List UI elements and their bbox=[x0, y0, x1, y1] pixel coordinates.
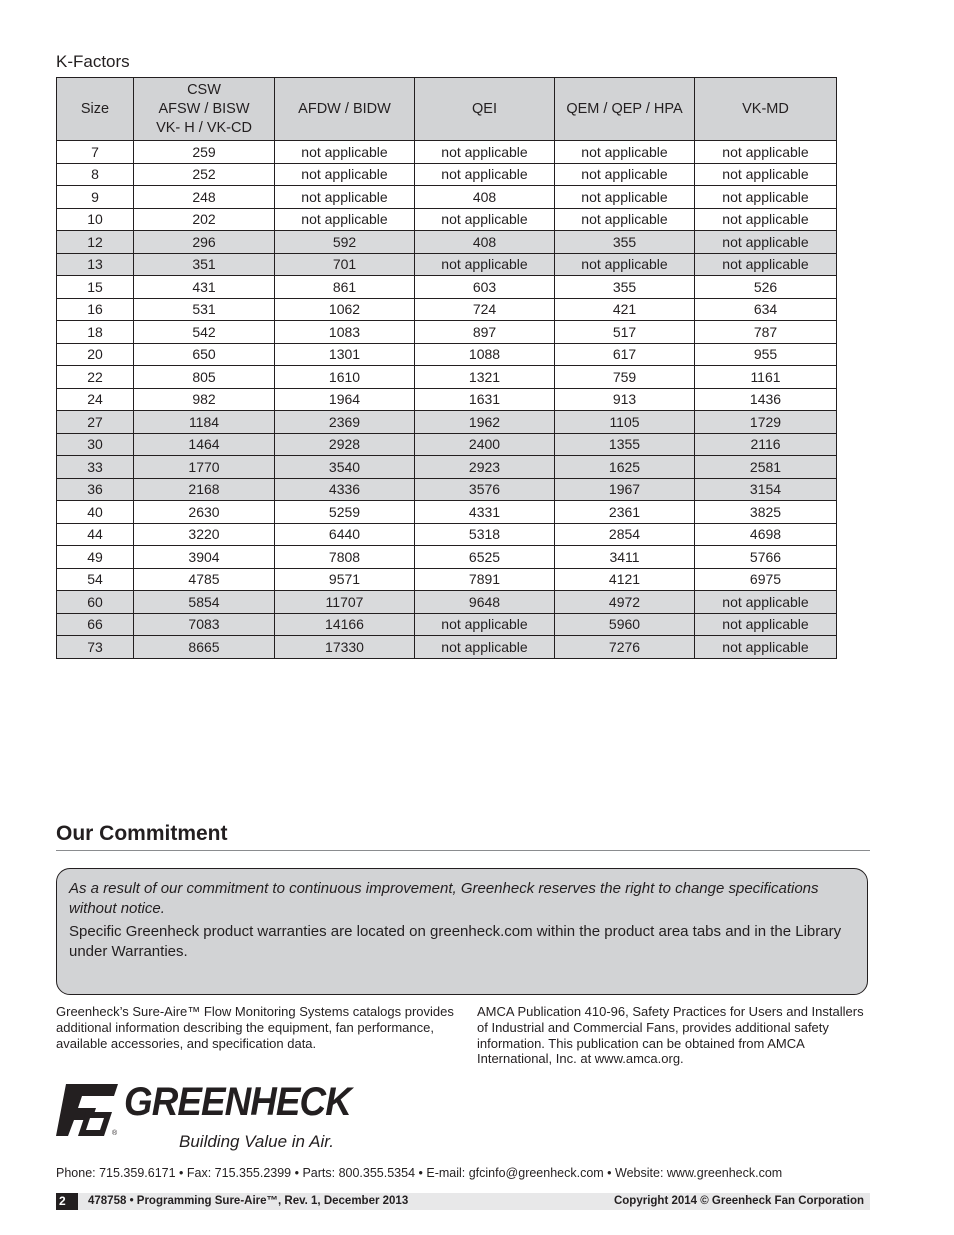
table-row bbox=[57, 186, 837, 209]
cell-qei: 2400 bbox=[415, 433, 555, 456]
cell-qei: not applicable bbox=[415, 141, 555, 164]
cell-csw: 252 bbox=[134, 163, 275, 186]
table-row bbox=[57, 613, 837, 636]
kfactors-header-row bbox=[57, 78, 837, 141]
cell-qei: 603 bbox=[415, 276, 555, 299]
header-qei: QEI bbox=[415, 78, 555, 141]
table-row bbox=[57, 478, 837, 501]
commitment-warranty: Specific Greenheck product warranties are located on greenheck.com within the product area tabs and in the Library under Warranties. bbox=[69, 923, 842, 960]
cell-vkmd: 1161 bbox=[695, 366, 837, 389]
cell-qem: not applicable bbox=[555, 141, 695, 164]
cell-qem: not applicable bbox=[555, 253, 695, 276]
cell-afdw: 6440 bbox=[275, 523, 415, 546]
cell-csw: 1184 bbox=[134, 411, 275, 434]
cell-qei: 897 bbox=[415, 321, 555, 344]
cell-size: 22 bbox=[57, 366, 134, 389]
cell-size: 60 bbox=[57, 591, 134, 614]
cell-csw: 8665 bbox=[134, 636, 275, 659]
cell-csw: 3220 bbox=[134, 523, 275, 546]
table-row bbox=[57, 208, 837, 231]
cell-csw: 296 bbox=[134, 231, 275, 254]
logo-tagline: Building Value in Air. bbox=[179, 1132, 334, 1151]
header-qem: QEM / QEP / HPA bbox=[555, 78, 695, 141]
cell-vkmd: 6975 bbox=[695, 568, 837, 591]
cell-qei: 4331 bbox=[415, 501, 555, 524]
cell-afdw: 1964 bbox=[275, 388, 415, 411]
cell-vkmd: 526 bbox=[695, 276, 837, 299]
cell-afdw: 5259 bbox=[275, 501, 415, 524]
cell-qei: 408 bbox=[415, 231, 555, 254]
cell-csw: 431 bbox=[134, 276, 275, 299]
table-row bbox=[57, 523, 837, 546]
table-row bbox=[57, 501, 837, 524]
cell-qei: 2923 bbox=[415, 456, 555, 479]
table-row bbox=[57, 591, 837, 614]
cell-csw: 4785 bbox=[134, 568, 275, 591]
cell-size: 27 bbox=[57, 411, 134, 434]
cell-qem: 2854 bbox=[555, 523, 695, 546]
cell-afdw: 861 bbox=[275, 276, 415, 299]
document-reference: 478758 • Programming Sure-Aire™, Rev. 1, December 2013 bbox=[88, 1195, 409, 1207]
cell-qei: 408 bbox=[415, 186, 555, 209]
cell-csw: 1464 bbox=[134, 433, 275, 456]
cell-csw: 248 bbox=[134, 186, 275, 209]
cell-vkmd: not applicable bbox=[695, 636, 837, 659]
cell-size: 20 bbox=[57, 343, 134, 366]
catalog-info: Greenheck’s Sure-Aire™ Flow Monitoring Systems catalogs provides additional information describing the equipment, fan performance, available accessories, and specification data. bbox=[56, 1004, 454, 1051]
cell-size: 66 bbox=[57, 613, 134, 636]
cell-qei: not applicable bbox=[415, 253, 555, 276]
cell-afdw: 2369 bbox=[275, 411, 415, 434]
cell-size: 36 bbox=[57, 478, 134, 501]
cell-size: 44 bbox=[57, 523, 134, 546]
cell-qem: 913 bbox=[555, 388, 695, 411]
cell-qem: 7276 bbox=[555, 636, 695, 659]
cell-qei: not applicable bbox=[415, 208, 555, 231]
kfactors-table bbox=[56, 77, 837, 659]
table-row bbox=[57, 321, 837, 344]
cell-csw: 542 bbox=[134, 321, 275, 344]
cell-afdw: not applicable bbox=[275, 141, 415, 164]
cell-vkmd: not applicable bbox=[695, 163, 837, 186]
cell-size: 7 bbox=[57, 141, 134, 164]
header-csw bbox=[134, 78, 275, 141]
cell-csw: 531 bbox=[134, 298, 275, 321]
table-row bbox=[57, 253, 837, 276]
cell-vkmd: 1436 bbox=[695, 388, 837, 411]
cell-csw: 7083 bbox=[134, 613, 275, 636]
cell-qem: 1625 bbox=[555, 456, 695, 479]
table-row bbox=[57, 568, 837, 591]
cell-vkmd: 3154 bbox=[695, 478, 837, 501]
cell-size: 16 bbox=[57, 298, 134, 321]
cell-size: 24 bbox=[57, 388, 134, 411]
cell-vkmd: not applicable bbox=[695, 141, 837, 164]
cell-qem: 3411 bbox=[555, 546, 695, 569]
cell-vkmd: 1729 bbox=[695, 411, 837, 434]
cell-vkmd: 2116 bbox=[695, 433, 837, 456]
cell-vkmd: 5766 bbox=[695, 546, 837, 569]
cell-qem: 4121 bbox=[555, 568, 695, 591]
cell-size: 40 bbox=[57, 501, 134, 524]
cell-afdw: 2928 bbox=[275, 433, 415, 456]
cell-csw: 805 bbox=[134, 366, 275, 389]
cell-qem: 517 bbox=[555, 321, 695, 344]
commitment-statement: As a result of our commitment to continuous improvement, Greenheck reserves the right to change specifications without notice. bbox=[69, 880, 819, 917]
cell-afdw: 17330 bbox=[275, 636, 415, 659]
cell-qei: 9648 bbox=[415, 591, 555, 614]
cell-qem: 1355 bbox=[555, 433, 695, 456]
header-size: Size bbox=[57, 78, 134, 141]
cell-qem: 355 bbox=[555, 276, 695, 299]
cell-size: 18 bbox=[57, 321, 134, 344]
cell-qem: 421 bbox=[555, 298, 695, 321]
amca-info: AMCA Publication 410-96, Safety Practices for Users and Installers of Industrial and Commercial Fans, provides additional safety information. This publication can be obtained from AMCA International, Inc. at www.amca.org. bbox=[477, 1004, 864, 1067]
cell-qei: not applicable bbox=[415, 636, 555, 659]
cell-qem: 617 bbox=[555, 343, 695, 366]
table-row bbox=[57, 388, 837, 411]
table-row bbox=[57, 366, 837, 389]
contact-line: Phone: 715.359.6171 • Fax: 715.355.2399 • Parts: 800.355.5354 • E-mail: gfcinfo@greenheck.com • Website: www.greenheck.com bbox=[56, 1166, 783, 1180]
cell-afdw: 9571 bbox=[275, 568, 415, 591]
cell-size: 73 bbox=[57, 636, 134, 659]
cell-size: 8 bbox=[57, 163, 134, 186]
cell-vkmd: 955 bbox=[695, 343, 837, 366]
cell-qei: 724 bbox=[415, 298, 555, 321]
header-vkmd: VK-MD bbox=[695, 78, 837, 141]
cell-afdw: 1083 bbox=[275, 321, 415, 344]
cell-csw: 2168 bbox=[134, 478, 275, 501]
cell-vkmd: not applicable bbox=[695, 208, 837, 231]
cell-qem: 2361 bbox=[555, 501, 695, 524]
cell-afdw: 701 bbox=[275, 253, 415, 276]
cell-csw: 982 bbox=[134, 388, 275, 411]
table-row bbox=[57, 163, 837, 186]
cell-afdw: 1062 bbox=[275, 298, 415, 321]
cell-afdw: not applicable bbox=[275, 186, 415, 209]
cell-vkmd: not applicable bbox=[695, 613, 837, 636]
table-row bbox=[57, 411, 837, 434]
logo-wordmark: GREENHECK bbox=[124, 1080, 351, 1124]
table-row bbox=[57, 636, 837, 659]
copyright: Copyright 2014 © Greenheck Fan Corporation bbox=[613, 1195, 864, 1207]
commitment-divider bbox=[56, 850, 870, 851]
cell-qem: 1967 bbox=[555, 478, 695, 501]
cell-qei: 1631 bbox=[415, 388, 555, 411]
cell-size: 54 bbox=[57, 568, 134, 591]
commitment-box bbox=[56, 868, 868, 995]
table-row bbox=[57, 298, 837, 321]
cell-afdw: 592 bbox=[275, 231, 415, 254]
cell-afdw: 7808 bbox=[275, 546, 415, 569]
footer-bar bbox=[56, 1193, 870, 1210]
cell-size: 49 bbox=[57, 546, 134, 569]
cell-qem: 759 bbox=[555, 366, 695, 389]
cell-afdw: 1301 bbox=[275, 343, 415, 366]
cell-csw: 259 bbox=[134, 141, 275, 164]
cell-vkmd: 4698 bbox=[695, 523, 837, 546]
table-row bbox=[57, 231, 837, 254]
cell-vkmd: 2581 bbox=[695, 456, 837, 479]
kfactors-title: K-Factors bbox=[56, 52, 130, 71]
cell-vkmd: not applicable bbox=[695, 186, 837, 209]
cell-csw: 2630 bbox=[134, 501, 275, 524]
cell-size: 30 bbox=[57, 433, 134, 456]
cell-vkmd: not applicable bbox=[695, 253, 837, 276]
cell-qem: not applicable bbox=[555, 208, 695, 231]
cell-afdw: 14166 bbox=[275, 613, 415, 636]
header-afdw: AFDW / BIDW bbox=[275, 78, 415, 141]
kfactors-body bbox=[57, 141, 837, 659]
header-csw-line2: AFSW / BISW bbox=[158, 100, 250, 117]
cell-csw: 351 bbox=[134, 253, 275, 276]
cell-vkmd: 3825 bbox=[695, 501, 837, 524]
cell-qei: 5318 bbox=[415, 523, 555, 546]
cell-size: 9 bbox=[57, 186, 134, 209]
table-row bbox=[57, 433, 837, 456]
cell-size: 10 bbox=[57, 208, 134, 231]
header-csw-line3: VK- H / VK-CD bbox=[156, 119, 252, 136]
cell-afdw: not applicable bbox=[275, 163, 415, 186]
greenheck-mark-icon bbox=[56, 1082, 120, 1138]
header-csw-line1: CSW bbox=[187, 81, 221, 98]
cell-vkmd: 787 bbox=[695, 321, 837, 344]
cell-qei: 7891 bbox=[415, 568, 555, 591]
page-number: 2 bbox=[56, 1193, 78, 1210]
cell-vkmd: not applicable bbox=[695, 591, 837, 614]
table-row bbox=[57, 546, 837, 569]
table-row bbox=[57, 276, 837, 299]
cell-qem: 4972 bbox=[555, 591, 695, 614]
cell-qem: not applicable bbox=[555, 186, 695, 209]
cell-csw: 5854 bbox=[134, 591, 275, 614]
cell-afdw: not applicable bbox=[275, 208, 415, 231]
cell-qei: not applicable bbox=[415, 163, 555, 186]
table-row bbox=[57, 343, 837, 366]
cell-csw: 202 bbox=[134, 208, 275, 231]
commitment-title: Our Commitment bbox=[56, 822, 228, 845]
cell-afdw: 11707 bbox=[275, 591, 415, 614]
cell-afdw: 1610 bbox=[275, 366, 415, 389]
cell-qei: 1962 bbox=[415, 411, 555, 434]
cell-qem: 1105 bbox=[555, 411, 695, 434]
cell-qem: 5960 bbox=[555, 613, 695, 636]
cell-qem: 355 bbox=[555, 231, 695, 254]
cell-csw: 1770 bbox=[134, 456, 275, 479]
table-row bbox=[57, 456, 837, 479]
cell-size: 33 bbox=[57, 456, 134, 479]
cell-size: 15 bbox=[57, 276, 134, 299]
cell-qei: 3576 bbox=[415, 478, 555, 501]
cell-size: 12 bbox=[57, 231, 134, 254]
cell-csw: 650 bbox=[134, 343, 275, 366]
cell-csw: 3904 bbox=[134, 546, 275, 569]
cell-afdw: 3540 bbox=[275, 456, 415, 479]
cell-vkmd: not applicable bbox=[695, 231, 837, 254]
cell-qem: not applicable bbox=[555, 163, 695, 186]
cell-size: 13 bbox=[57, 253, 134, 276]
cell-qei: not applicable bbox=[415, 613, 555, 636]
cell-afdw: 4336 bbox=[275, 478, 415, 501]
cell-qei: 6525 bbox=[415, 546, 555, 569]
greenheck-logo bbox=[56, 1082, 356, 1156]
registered-mark: ® bbox=[112, 1130, 118, 1137]
cell-qei: 1088 bbox=[415, 343, 555, 366]
cell-vkmd: 634 bbox=[695, 298, 837, 321]
table-row bbox=[57, 141, 837, 164]
cell-qei: 1321 bbox=[415, 366, 555, 389]
